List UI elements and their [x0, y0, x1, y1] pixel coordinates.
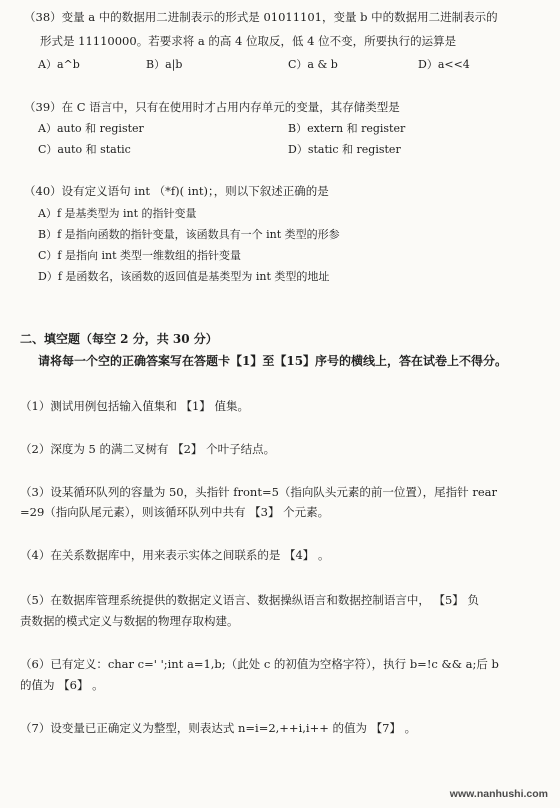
q40-option-c: C）f 是指向 int 类型一维数组的指针变量 [38, 249, 241, 262]
q39-option-d: D）static 和 register [288, 143, 401, 156]
q38-stem-line2: 形式是 11110000。若要求将 a 的高 4 位取反，低 4 位不变，所要执行的运算是 [40, 34, 457, 48]
q39-option-b: B）extern 和 register [288, 122, 406, 135]
q39-option-a: A）auto 和 register [38, 122, 144, 135]
q40-option-d: D）f 是函数名，该函数的返回值是基类型为 int 类型的地址 [38, 270, 330, 283]
section-heading: 二、填空题（每空 2 分，共 30 分） [20, 332, 218, 346]
fill-q6-line1: （6）已有定义：char c=' ';int a=1,b;（此处 c 的初值为空格字符），执行 b=!c && a;后 b [20, 657, 499, 671]
q40-stem: （40）设有定义语句 int （*f)( int)；，则以下叙述正确的是 [24, 184, 329, 198]
fill-q5-line2: 责数据的模式定义与数据的物理存取构建。 [20, 614, 239, 628]
q39-stem: （39）在 C 语言中，只有在使用时才占用内存单元的变量，其存储类型是 [24, 100, 400, 114]
q38-option-b: B）a|b [146, 58, 183, 71]
fill-q3-line2: =29（指向队尾元素），则该循环队列中共有 【3】 个元素。 [20, 505, 330, 519]
q38-option-d: D）a<<4 [418, 58, 470, 71]
q40-option-a: A）f 是基类型为 int 的指针变量 [38, 207, 197, 220]
fill-q1: （1）测试用例包括输入值集和 【1】 值集。 [20, 399, 249, 413]
site-watermark: www.nanhushi.com [449, 788, 548, 800]
fill-q2: （2）深度为 5 的满二叉树有 【2】 个叶子结点。 [20, 442, 276, 456]
fill-q3-line1: （3）设某循环队列的容量为 50，头指针 front=5（指向队头元素的前一位置），尾指针 rear [20, 485, 497, 499]
q40-option-b: B）f 是指向函数的指针变量，该函数具有一个 int 类型的形参 [38, 228, 340, 241]
fill-q4: （4）在关系数据库中，用来表示实体之间联系的是 【4】 。 [20, 548, 330, 562]
q38-stem-line1: （38）变量 a 中的数据用二进制表示的形式是 01011101，变量 b 中的数据用二进制表示的 [24, 10, 498, 24]
fill-q6-line2: 的值为 【6】 。 [20, 678, 104, 692]
q39-option-c: C）auto 和 static [38, 143, 131, 156]
q38-option-c: C）a & b [288, 58, 338, 71]
fill-q7: （7）设变量已正确定义为整型，则表达式 n=i=2,++i,i++ 的值为 【7】 。 [20, 721, 417, 735]
q38-option-a: A）a^b [38, 58, 80, 71]
fill-q5-line1: （5）在数据库管理系统提供的数据定义语言、数据操纵语言和数据控制语言中， 【5】 负 [20, 593, 479, 607]
section-instruction: 请将每一个空的正确答案写在答题卡【1】至【15】序号的横线上，答在试卷上不得分。 [38, 354, 508, 368]
